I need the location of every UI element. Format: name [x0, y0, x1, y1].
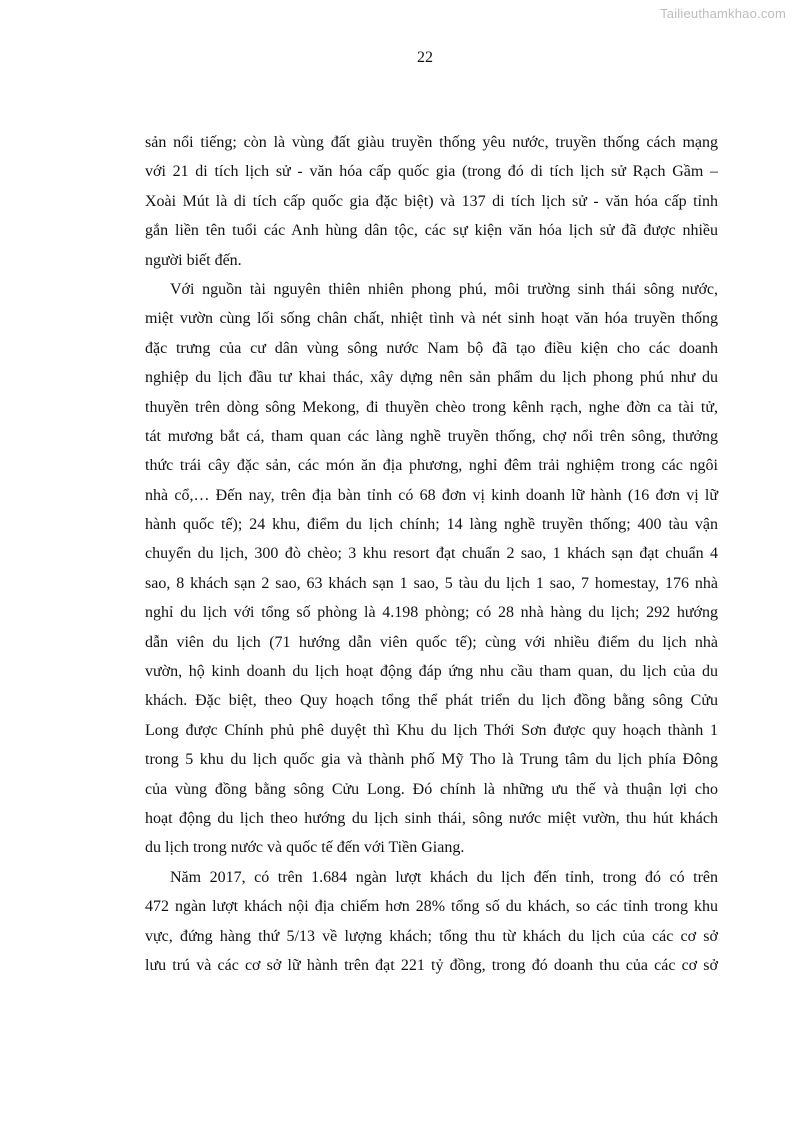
paragraph-2	[145, 275, 718, 863]
text-line: Với nguồn tài nguyên thiên nhiên phong phú, môi trường sinh thái sông nước,	[170, 280, 718, 298]
text-line: khách. Đặc biệt, theo Quy hoạch tổng thể phát triển du lịch đồng bằng sông Cửu	[145, 692, 718, 710]
text-line: sản nổi tiếng; còn là vùng đất giàu truyền thống yêu nước, truyền thống cách mạng	[145, 134, 718, 151]
text-line: 472 ngàn lượt khách nội địa chiếm hơn 28% tổng số du khách, so các tỉnh trong khu	[145, 898, 718, 916]
text-line: chuyển du lịch, 300 đò chèo; 3 khu resort đạt chuẩn 2 sao, 1 khách sạn đạt chuẩn 4	[145, 545, 718, 563]
text-line: dẫn viên du lịch (71 hướng dẫn viên quốc tế); cùng với nhiều điểm du lịch nhà	[145, 633, 718, 651]
document-body	[145, 128, 718, 980]
watermark: Tailieuthamkhao.com	[660, 6, 786, 21]
text-line: nhà cổ,… Đến nay, trên địa bàn tỉnh có 68 đơn vị kinh doanh lữ hành (16 đơn vị lữ	[145, 486, 718, 504]
text-line: người biết đến.	[145, 251, 242, 269]
text-line: hoạt động du lịch theo hướng du lịch sinh thái, sông nước miệt vườn, thu hút khách	[145, 809, 718, 827]
text-line: miệt vườn cùng lối sống chân chất, nhiệt tình và nét sinh hoạt văn hóa truyền thống	[145, 310, 718, 328]
text-line: nghỉ du lịch với tổng số phòng là 4.198 phòng; có 28 nhà hàng du lịch; 292 hướng	[145, 604, 718, 622]
text-line: nghiệp du lịch đầu tư khai thác, xây dựng nên sản phẩm du lịch phong phú như du	[145, 369, 718, 387]
text-line: vườn, hộ kinh doanh du lịch hoạt động đáp ứng nhu cầu tham quan, du lịch của du	[145, 663, 718, 681]
text-line: sao, 8 khách sạn 2 sao, 63 khách sạn 1 sao, 5 tàu du lịch 1 sao, 7 homestay, 176 nhà	[145, 574, 718, 592]
text-line: du lịch trong nước và quốc tế đến với Tiền Giang.	[145, 839, 465, 857]
text-line: vực, đứng hàng thứ 5/13 về lượng khách; tổng thu từ khách du lịch của các cơ sở	[145, 927, 718, 945]
text-line: gắn liền tên tuổi các Anh hùng dân tộc, các sự kiện văn hóa lịch sử đã được nhiều	[145, 222, 718, 240]
text-line: của vùng đồng bằng sông Cửu Long. Đó chính là những ưu thế và thuận lợi cho	[145, 780, 718, 798]
text-line: Long được Chính phủ phê duyệt thì Khu du lịch Thới Sơn được quy hoạch thành 1	[145, 721, 718, 739]
page-number: 22	[417, 49, 433, 66]
paragraph-3	[145, 863, 718, 981]
text-line: với 21 di tích lịch sử - văn hóa cấp quốc gia (trong đó di tích lịch sử Rạch Gầm –	[145, 163, 718, 181]
text-line: thức trái cây đặc sản, các món ăn địa phương, nghỉ đêm trải nghiệm trong các ngôi	[145, 457, 718, 475]
text-line: hành quốc tế); 24 khu, điểm du lịch chính; 14 làng nghề truyền thống; 400 tàu vận	[145, 516, 718, 534]
text-line: trong 5 khu du lịch quốc gia và thành phố Mỹ Tho là Trung tâm du lịch phía Đông	[145, 751, 718, 769]
text-line: thuyền trên dòng sông Mekong, đi thuyền chèo trong kênh rạch, nghe đờn ca tài tử,	[145, 398, 718, 416]
text-line: tát mương bắt cá, tham quan các làng nghề truyền thống, chợ nổi trên sông, thưởng	[145, 427, 718, 445]
text-line: Năm 2017, có trên 1.684 ngàn lượt khách du lịch đến tỉnh, trong đó có trên	[170, 868, 718, 886]
paragraph-1	[145, 128, 718, 275]
text-line: Xoài Mút là di tích cấp quốc gia đặc biệt) và 137 di tích lịch sử - văn hóa cấp tỉnh	[145, 192, 718, 210]
text-line: lưu trú và các cơ sở lữ hành trên đạt 221 tỷ đồng, trong đó doanh thu của các cơ sở	[145, 956, 718, 974]
text-line: đặc trưng của cư dân vùng sông nước Nam bộ đã tạo điều kiện cho các doanh	[145, 339, 718, 357]
